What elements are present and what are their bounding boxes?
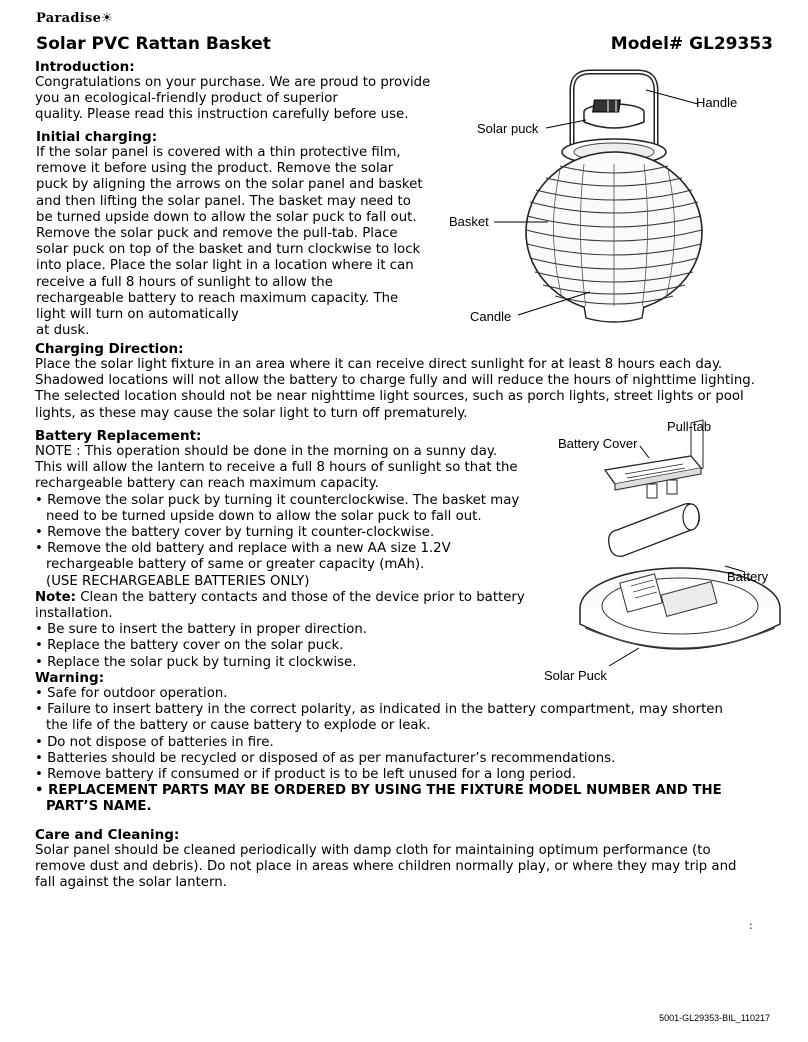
intro-section: [35, 59, 430, 124]
initial-charging-line: solar puck on top of the basket and turn clockwise to lock: [36, 242, 421, 258]
charging-direction-line: Place the solar light fixture in an area where it can receive direct sunlight for at least 8 hours each day.: [35, 357, 723, 372]
intro-line: quality. Please read this instruction carefully before use.: [35, 107, 409, 123]
label-battery-cover: Battery Cover: [558, 436, 638, 451]
care-text: [35, 843, 736, 892]
list-item-line: • Do not dispose of batteries in fire.: [35, 734, 274, 750]
label-basket: Basket: [449, 214, 489, 229]
document-title: Solar PVC Rattan Basket: [36, 34, 271, 54]
list-item: [35, 735, 723, 751]
initial-charging-section: [36, 129, 423, 339]
label-handle: Handle: [696, 95, 738, 110]
battery-final-steps-list: [35, 622, 525, 671]
list-item-line: • Remove the solar puck by turning it counterclockwise. The basket may: [35, 492, 520, 508]
note-label: Note:: [35, 589, 76, 605]
list-item-line: PART’S NAME.: [46, 799, 152, 815]
brand-name: Paradise: [36, 11, 102, 26]
intro-heading: Introduction:: [35, 59, 135, 75]
care-line: remove dust and debris). Do not place in areas where children normally play, or where they may trip and: [35, 859, 737, 875]
list-item: [35, 751, 723, 767]
intro-line: you an ecological-friendly product of superior: [35, 91, 338, 107]
brand-logo: [36, 11, 113, 26]
label-solar-puck: Solar puck: [477, 121, 539, 136]
charging-direction-line: The selected location should not be near nighttime light sources, such as porch lights, street lights or pool: [35, 389, 744, 405]
list-item-line: • Batteries should be recycled or disposed of as per manufacturer’s recommendations.: [35, 750, 616, 766]
initial-charging-line: puck by aligning the arrows on the solar panel and basket: [36, 177, 423, 193]
list-item-line: • Failure to insert battery in the correct polarity, as indicated in the battery compartment, may shorten: [35, 702, 723, 718]
list-item-line: • Remove the old battery and replace with a new AA size 1.2V: [35, 541, 451, 557]
battery-steps-list: [35, 493, 525, 590]
list-item: [35, 702, 723, 734]
label-solar-puck-2: Solar Puck: [544, 668, 607, 683]
initial-charging-line: If the solar panel is covered with a thin protective film,: [36, 145, 401, 160]
initial-charging-heading: Initial charging:: [36, 129, 158, 145]
initial-charging-line: Remove the solar puck and remove the pull-tab. Place: [36, 226, 398, 242]
battery-note-line: NOTE : This operation should be done in the morning on a sunny day.: [35, 444, 498, 459]
battery-replacement-section: [35, 428, 525, 671]
note-text-2: installation.: [35, 606, 113, 622]
charging-direction-line: Shadowed locations will not allow the battery to charge fully and will reduce the hours of nighttime lighting.: [35, 373, 755, 389]
note-text: Clean the battery contacts and those of the device prior to battery: [75, 589, 525, 605]
list-item: [35, 767, 723, 783]
initial-charging-line: into place. Place the solar light in a location where it can: [36, 258, 414, 274]
initial-charging-line: remove it before using the product. Remove the solar: [36, 161, 394, 177]
list-item-line: (USE RECHARGEABLE BATTERIES ONLY): [46, 573, 310, 589]
battery-note-line: rechargeable battery can reach maximum capacity.: [35, 476, 379, 492]
list-item-line: need to be turned upside down to allow the solar puck to fall out.: [46, 508, 482, 524]
battery-note-text: [35, 444, 525, 493]
intro-text: [35, 75, 430, 124]
care-line: Solar panel should be cleaned periodically with damp cloth for maintaining optimum performance (to: [35, 843, 711, 858]
label-candle: Candle: [470, 309, 512, 324]
care-heading: Care and Cleaning:: [35, 827, 180, 843]
label-pull-tab: Pull-tab: [667, 419, 712, 434]
list-item-line: rechargeable battery of same or greater capacity (mAh).: [46, 557, 425, 573]
footer-code: 5001-GL29353-BIL_110217: [659, 1013, 770, 1023]
list-item: [35, 525, 525, 541]
initial-charging-text: [36, 145, 423, 339]
charging-direction-line: lights, as these may cause the solar light to turn off prematurely.: [35, 405, 468, 421]
initial-charging-line: receive a full 8 hours of sunlight to allow the: [36, 274, 333, 290]
charging-direction-text: [35, 357, 755, 422]
list-item: [35, 686, 723, 702]
battery-replacement-heading: Battery Replacement:: [35, 428, 202, 444]
list-item: • Replace the battery cover on the solar puck.: [35, 638, 344, 654]
model-number: Model# GL29353: [610, 34, 773, 54]
initial-charging-line: at dusk.: [36, 323, 90, 339]
warning-heading: Warning:: [35, 670, 105, 686]
charging-direction-heading: Charging Direction:: [35, 341, 184, 357]
list-item-line: • Safe for outdoor operation.: [35, 686, 228, 701]
initial-charging-line: rechargeable battery to reach maximum capacity. The: [36, 290, 399, 306]
label-battery: Battery: [727, 569, 769, 584]
list-item: • Replace the solar puck by turning it clockwise.: [35, 654, 357, 670]
warning-list: [35, 686, 723, 783]
care-line: fall against the solar lantern.: [35, 875, 227, 891]
list-item-line: • Remove battery if consumed or if product is to be left unused for a long period.: [35, 767, 576, 783]
initial-charging-line: light will turn on automatically: [36, 307, 239, 323]
list-item: [35, 541, 525, 590]
list-item-line: the life of the battery or cause battery to explode or leak.: [46, 718, 431, 734]
cleaning-note: [35, 590, 525, 606]
warning-replacement-parts: [35, 783, 723, 815]
list-item: • Be sure to insert the battery in proper direction.: [35, 622, 367, 638]
charging-direction-section: [35, 341, 755, 422]
intro-line: Congratulations on your purchase. We are proud to provide: [35, 75, 431, 90]
battery-note-line: This will allow the lantern to receive a full 8 hours of sunlight so that the: [35, 460, 518, 476]
battery-illustration: [545, 418, 785, 683]
warning-section: [35, 670, 723, 816]
list-item-line: • REPLACEMENT PARTS MAY BE ORDERED BY USING THE FIXTURE MODEL NUMBER AND THE: [35, 783, 722, 799]
care-section: [35, 827, 736, 892]
initial-charging-line: be turned upside down to allow the solar puck to fall out.: [36, 209, 417, 225]
stray-colon: :: [749, 919, 753, 932]
list-item-line: • Remove the battery cover by turning it counter-clockwise.: [35, 525, 435, 541]
initial-charging-line: and then lifting the solar panel. The basket may need to: [36, 193, 411, 209]
list-item: [35, 493, 525, 525]
sun-icon: ☀: [101, 11, 114, 26]
